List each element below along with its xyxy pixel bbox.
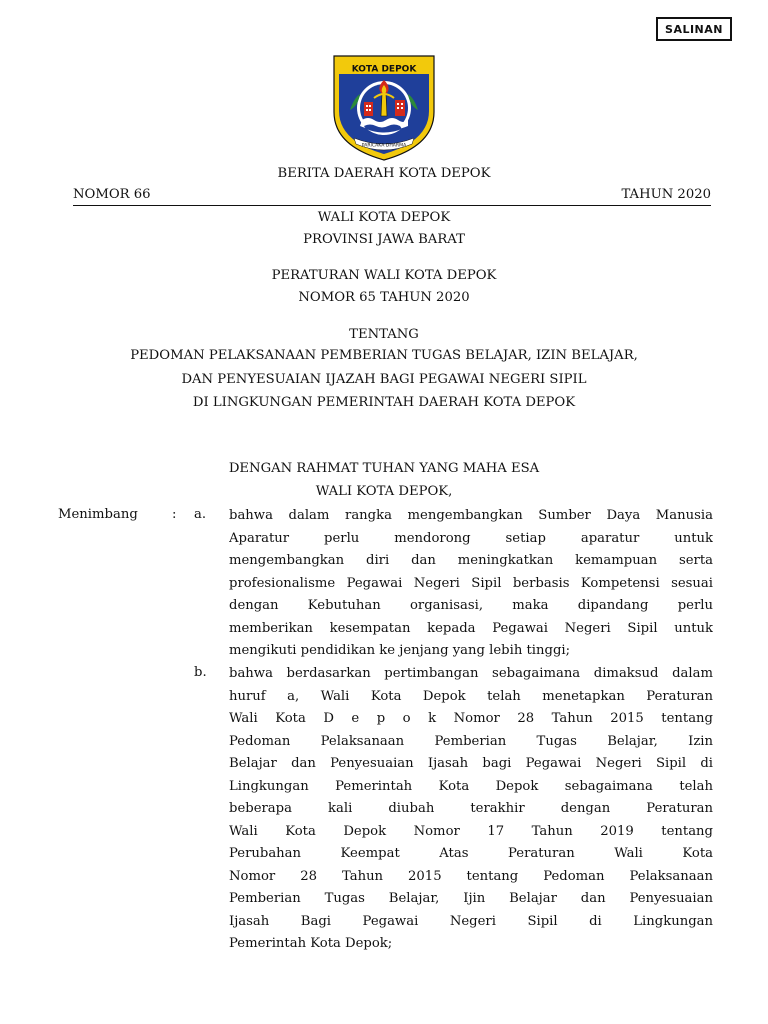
item-b-marker: b. xyxy=(194,665,207,680)
item-b-line: huruf a, Wali Kota Depok telah menetapkan Peraturan xyxy=(229,688,713,704)
item-b-line: beberapa kali diubah terakhir dengan Peraturan xyxy=(229,801,713,816)
item-a-paragraph xyxy=(229,505,713,663)
authority-line-1: WALI KOTA DEPOK xyxy=(317,210,451,225)
subject-line-3: DI LINGKUNGAN PEMERINTAH DAERAH KOTA DEPOK xyxy=(192,395,576,410)
subject-line-2: DAN PENYESUAIAN IJAZAH BAGI PEGAWAI NEGERI SIPIL xyxy=(181,372,587,387)
subject-line-1: PEDOMAN PELAKSANAAN PEMBERIAN TUGAS BELAJAR, IZIN BELAJAR, xyxy=(130,348,638,363)
item-a-line: bahwa dalam rangka mengembangkan Sumber Daya Manusia xyxy=(229,508,713,523)
item-b-line: bahwa berdasarkan pertimbangan sebagaimana dimaksud dalam xyxy=(229,666,713,681)
salinan-stamp xyxy=(656,17,732,41)
emblem-banner-text: KOTA DEPOK xyxy=(351,64,417,75)
item-b-line: Ijasah Bagi Pegawai Negeri Sipil di Lingkungan xyxy=(229,913,713,929)
kota-depok-emblem xyxy=(330,50,438,162)
tentang-heading: TENTANG xyxy=(349,327,419,342)
emblem-motto: PARICAKA DHARMA xyxy=(361,143,407,149)
regulation-title-line-2: NOMOR 65 TAHUN 2020 xyxy=(298,290,470,305)
item-b-line: Wali Kota Depok Nomor 17 Tahun 2019 tentang xyxy=(229,823,713,839)
section-colon: : xyxy=(172,507,177,522)
item-b-line: Wali Kota D e p o k Nomor 28 Tahun 2015 tentang xyxy=(229,711,713,726)
item-b-line: Nomor 28 Tahun 2015 tentang Pedoman Pelaksanaan xyxy=(229,868,713,884)
item-b-line: Pemerintah Kota Depok; xyxy=(229,936,393,951)
authority-sign: WALI KOTA DEPOK, xyxy=(315,484,453,499)
regulation-title-line-1: PERATURAN WALI KOTA DEPOK xyxy=(271,268,497,283)
item-a-line: mengembangkan diri dan meningkatkan kemampuan serta xyxy=(229,553,713,568)
gazette-nomor: NOMOR 66 xyxy=(73,187,151,202)
item-b-paragraph xyxy=(229,663,713,956)
item-a-line: profesionalisme Pegawai Negeri Sipil berbasis Kompetensi sesuai xyxy=(229,575,713,591)
item-b-line: Pemberian Tugas Belajar, Ijin Belajar dan Penyesuaian xyxy=(229,891,713,906)
item-b-line: Belajar dan Penyesuaian Ijasah bagi Pegawai Negeri Sipil di xyxy=(229,756,713,771)
item-a-line: dengan Kebutuhan organisasi, maka dipandang perlu xyxy=(229,598,713,613)
item-a-line: mengikuti pendidikan ke jenjang yang lebih tinggi; xyxy=(229,643,571,658)
authority-line-2: PROVINSI JAWA BARAT xyxy=(303,232,465,247)
blessing-line: DENGAN RAHMAT TUHAN YANG MAHA ESA xyxy=(228,461,540,476)
section-label-menimbang: Menimbang xyxy=(58,507,138,522)
item-a-marker: a. xyxy=(194,507,207,522)
item-b-line: Perubahan Keempat Atas Peraturan Wali Kota xyxy=(229,846,713,861)
item-b-line: Pedoman Pelaksanaan Pemberian Tugas Belajar, Izin xyxy=(229,733,713,749)
gazette-title: BERITA DAERAH KOTA DEPOK xyxy=(277,166,491,181)
item-b-line: Lingkungan Pemerintah Kota Depok sebagaimana telah xyxy=(229,778,713,794)
item-a-line: memberikan kesempatan kepada Pegawai Negeri Sipil untuk xyxy=(229,620,713,636)
gazette-number-row xyxy=(73,187,711,206)
salinan-label: SALINAN xyxy=(665,22,723,36)
item-a-line: Aparatur perlu mendorong setiap aparatur untuk xyxy=(229,530,713,546)
gazette-tahun: TAHUN 2020 xyxy=(621,187,711,202)
